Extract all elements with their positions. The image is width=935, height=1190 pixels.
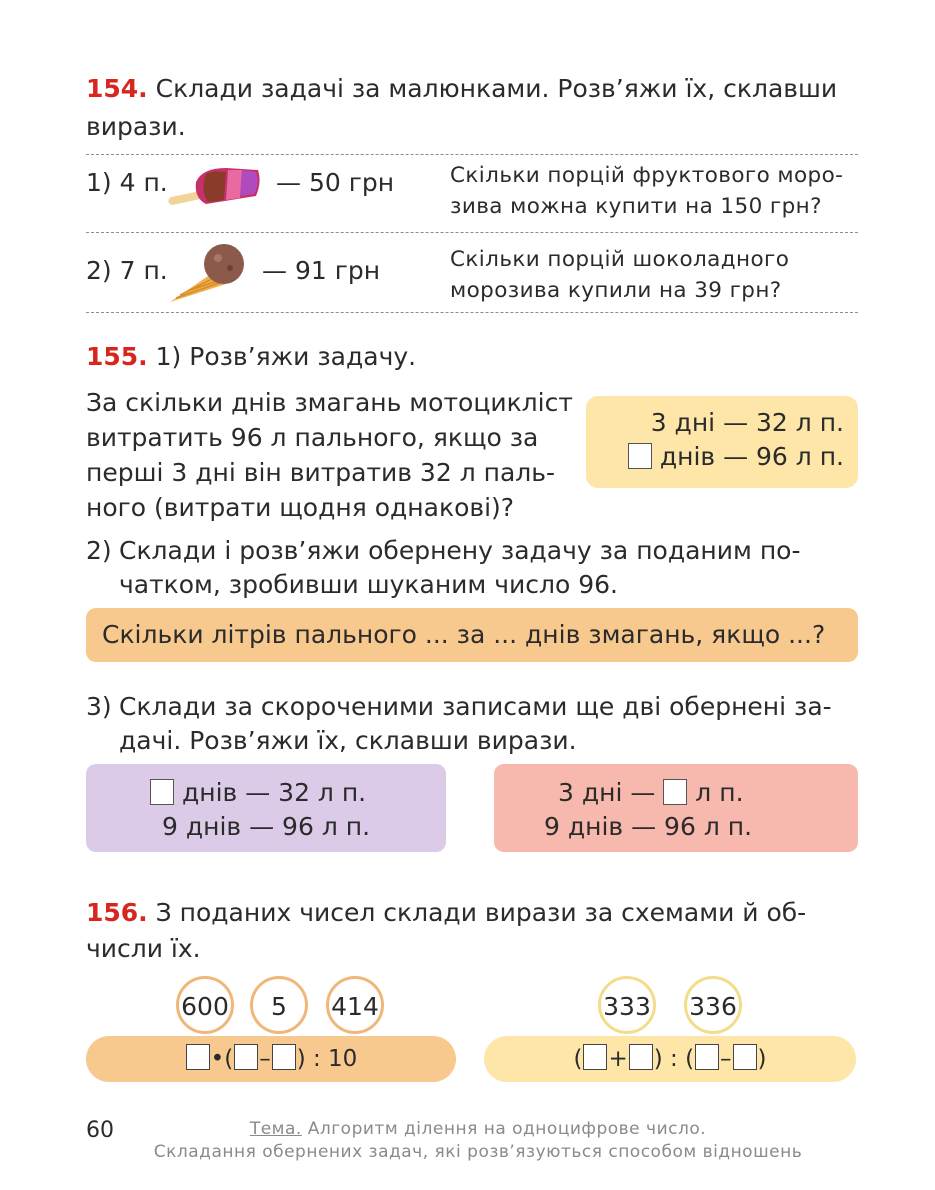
row1-left: 1) 4 п. bbox=[86, 168, 168, 197]
part2-line2: чатком, зробивши шуканим число 96. bbox=[119, 570, 618, 599]
row1-question-line1: Скільки порцій фруктового моро- bbox=[450, 163, 844, 188]
scheme-right: ( + ) : ( – ) bbox=[484, 1036, 856, 1082]
answer-box[interactable] bbox=[150, 779, 174, 805]
topic-label: Тема. bbox=[249, 1119, 302, 1139]
number-circle: 336 bbox=[684, 976, 742, 1034]
number-circle: 333 bbox=[598, 976, 656, 1034]
task-number: 155. bbox=[86, 342, 148, 371]
card-a-line2: 9 днів — 96 л п. bbox=[162, 812, 371, 841]
task-part1: 1) Розв’яжи задачу. bbox=[155, 342, 417, 371]
card-b-line1-wrap bbox=[558, 776, 744, 810]
task-number: 154. bbox=[86, 74, 148, 103]
banner-text: Скільки літрів пального ... за ... днів змагань, якщо ...? bbox=[102, 620, 826, 649]
answer-box[interactable] bbox=[234, 1044, 258, 1070]
part3-line1: Склади за скороченими записами ще дві обернені за- bbox=[119, 692, 832, 721]
answer-box[interactable] bbox=[663, 779, 687, 805]
number-circle: 600 bbox=[176, 976, 234, 1034]
part2-line1: Склади і розв’яжи обернену задачу за поданим по- bbox=[119, 536, 801, 565]
answer-box[interactable] bbox=[629, 1044, 653, 1070]
short-note bbox=[586, 396, 858, 488]
part3-line2: дачі. Розв’яжи їх, склавши вирази. bbox=[119, 726, 577, 755]
card-b bbox=[494, 764, 858, 852]
row2-left: 2) 7 п. bbox=[86, 256, 168, 285]
answer-box[interactable] bbox=[733, 1044, 757, 1070]
row1-question-line2: зива можна купити на 150 грн? bbox=[450, 194, 822, 219]
answer-box[interactable] bbox=[583, 1044, 607, 1070]
task-156-heading bbox=[86, 896, 858, 930]
task-155-heading bbox=[86, 340, 416, 374]
card-b-line1-b: л п. bbox=[695, 778, 744, 807]
problem-line2: витратить 96 л пального, якщо за bbox=[86, 423, 539, 452]
card-a bbox=[86, 764, 446, 852]
divider bbox=[86, 154, 858, 155]
answer-box[interactable] bbox=[272, 1044, 296, 1070]
note-line1: 3 дні — 32 л п. bbox=[650, 408, 844, 437]
page-number: 60 bbox=[86, 1118, 114, 1143]
note-line2-wrap bbox=[628, 440, 844, 474]
topic-text: Алгоритм ділення на одноцифрове число. bbox=[307, 1119, 707, 1139]
task-154-heading bbox=[86, 72, 858, 106]
problem-line1: За скільки днів змагань мотоцикліст bbox=[86, 388, 573, 417]
task-text-cont: числи їх. bbox=[86, 934, 201, 963]
row2-question-line2: морозива купили на 39 грн? bbox=[450, 278, 782, 303]
scheme-left: •( – ) : 10 bbox=[86, 1036, 456, 1082]
task-text: Склади задачі за малюнками. Розв’яжи їх, склавши bbox=[155, 74, 838, 103]
number-circle: 414 bbox=[326, 976, 384, 1034]
card-b-line1-a: 3 дні — bbox=[558, 778, 656, 807]
footer-topic-line1 bbox=[168, 1118, 788, 1141]
inverse-task-banner bbox=[86, 608, 858, 662]
number-circle: 5 bbox=[250, 976, 308, 1034]
card-b-line2: 9 днів — 96 л п. bbox=[544, 812, 753, 841]
card-a-line1-wrap bbox=[150, 776, 366, 810]
divider bbox=[86, 232, 858, 233]
problem-line4: ного (витрати щодня однакові)? bbox=[86, 493, 515, 522]
task-text-cont: вирази. bbox=[86, 112, 186, 141]
row2-question-line1: Скільки порцій шоколадного bbox=[450, 247, 790, 272]
answer-box[interactable] bbox=[628, 443, 652, 469]
divider bbox=[86, 312, 858, 313]
part3-number: 3) bbox=[86, 692, 112, 721]
part2-number: 2) bbox=[86, 536, 112, 565]
answer-box[interactable] bbox=[186, 1044, 210, 1070]
card-a-line1: днів — 32 л п. bbox=[181, 778, 367, 807]
problem-line3: перші 3 дні він витратив 32 л паль- bbox=[86, 458, 556, 487]
chocolate-ice-cream-cone-icon bbox=[166, 238, 250, 306]
task-text: З поданих чисел склади вирази за схемами й об- bbox=[155, 898, 807, 927]
answer-box[interactable] bbox=[695, 1044, 719, 1070]
fruit-ice-cream-icon bbox=[166, 162, 262, 214]
row1-price: — 50 грн bbox=[276, 168, 395, 197]
note-line2: днів — 96 л п. bbox=[659, 442, 844, 471]
row2-price: — 91 грн bbox=[262, 256, 381, 285]
footer-topic-line2: Складання обернених задач, які розв’язуються способом відношень bbox=[153, 1142, 803, 1162]
task-number: 156. bbox=[86, 898, 148, 927]
